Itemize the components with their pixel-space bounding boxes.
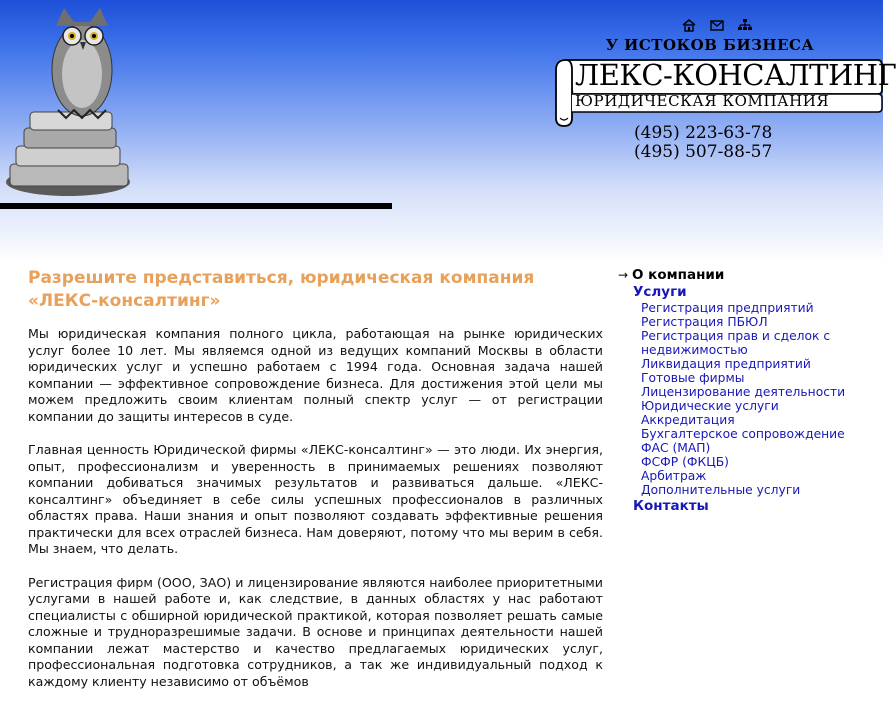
company-name: ЛЕКС-КОНСАЛТИНГ xyxy=(575,58,896,92)
sidebar-link[interactable]: Регистрация прав и сделок с недвижимостью xyxy=(641,329,831,357)
main-content xyxy=(28,267,603,707)
header xyxy=(0,0,896,262)
sidebar-nav xyxy=(618,266,880,514)
owl-on-books-logo xyxy=(0,0,140,206)
phone-number: (495) 507-88-57 xyxy=(634,142,773,162)
sidebar-item-contacts[interactable]: Контакты xyxy=(633,498,709,514)
sidebar-link[interactable]: ФСФР (ФКЦБ) xyxy=(641,455,729,469)
sidebar-link[interactable]: Бухгалтерское сопровождение xyxy=(641,427,845,441)
sitemap-icon[interactable] xyxy=(736,18,754,32)
sidebar-item-services[interactable]: Услуги xyxy=(633,284,687,300)
home-icon[interactable] xyxy=(680,18,698,32)
paragraph: Регистрация фирм (ООО, ЗАО) и лицензирование являются наиболее приоритетными услугами в нашей работе и, как следствие, в данных областях у нас работают специалисты с обширной юридической практикой, которая позволяет решать самые сложные и трудноразрешимые задачи. В основе и принципах деятельности нашей компании лежат мастерство и качество предлагаемых юридических услуг, профессиональная подготовка сотрудников, а так же индивидуальный подход к каждому клиенту независимо от объёмов xyxy=(28,574,603,689)
sidebar-link[interactable]: Дополнительные услуги xyxy=(641,483,801,497)
phone-numbers xyxy=(634,124,772,162)
sidebar-link[interactable]: Регистрация предприятий xyxy=(641,301,814,315)
sidebar-item-about[interactable] xyxy=(618,266,880,284)
header-divider-bar xyxy=(0,203,392,209)
sidebar-link[interactable]: Арбитраж xyxy=(641,469,707,483)
sidebar-link[interactable]: Регистрация ПБЮЛ xyxy=(641,315,768,329)
header-icon-bar xyxy=(680,18,754,32)
paragraph: Мы юридическая компания полного цикла, работающая на рынке юридических услуг более 10 лет. Мы являемся одной из ведущих компаний Москвы в области юридических услуг и успешно работаем с 1994 года. Основная задача нашей компании — эффективное сопровождение бизнеса. Для достижения этой цели мы можем предложить своим клиентам полный спектр услуг — от регистрации компании до защиты интересов в суде. xyxy=(28,326,603,424)
page-title: Разрешите представиться, юридическая компания «ЛЕКС-консалтинг» xyxy=(28,268,535,311)
sidebar-link[interactable]: Аккредитация xyxy=(641,413,735,427)
sidebar-link[interactable]: Лицензирование деятельности xyxy=(641,385,846,399)
arrow-right-icon: → xyxy=(618,268,629,282)
sidebar-link[interactable]: Готовые фирмы xyxy=(641,371,745,385)
sidebar-link[interactable]: Ликвидация предприятий xyxy=(641,357,811,371)
sidebar-item-label: О компании xyxy=(632,267,725,283)
mail-icon[interactable] xyxy=(708,18,726,32)
sidebar-link[interactable]: Юридические услуги xyxy=(641,399,779,413)
sidebar-link[interactable]: ФАС (МАП) xyxy=(641,441,711,455)
paragraph: Главная ценность Юридической фирмы «ЛЕКС-консалтинг» — это люди. Их энергия, опыт, профессионализм и уверенность в принимаемых решениях позволяют компании добиваться значимых результатов и развиваться дальше. «ЛЕКС-консалтинг» объединяет в себе силы успешных профессионалов в различных областях права. Наши знания и опыт позволяют создавать эффективные решения практически для всех отраслей бизнеса. Нам доверяют, потому что мы верим в себя. Мы знаем, что делать. xyxy=(28,442,603,556)
services-list xyxy=(641,301,880,497)
company-type: ЮРИДИЧЕСКАЯ КОМПАНИЯ xyxy=(575,92,830,110)
slogan: У ИСТОКОВ БИЗНЕСА xyxy=(605,36,815,54)
phone-number: (495) 223-63-78 xyxy=(634,123,773,143)
